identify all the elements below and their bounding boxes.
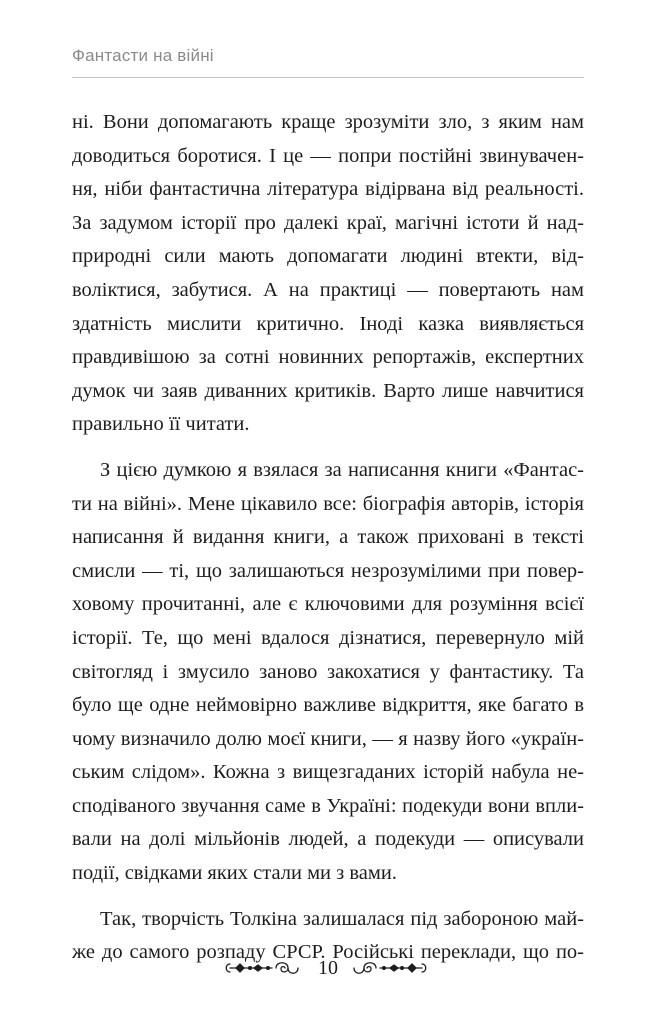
text-line: З цією думкою я взялася за написання книги «Фантас- — [100, 458, 584, 481]
text-line: здатність мислити критично. Іноді казка виявляється — [72, 312, 584, 335]
text-line: природні сили мають допомагати людині втекти, від- — [72, 245, 584, 268]
text-line: За задумом історії про далекі краї, магічні істоти й над- — [72, 211, 584, 234]
text-line: правдивішою за сотні новинних репортажів, експертних — [72, 346, 584, 369]
text-line: ня, ніби фантастична література відірвана від реальності. — [72, 178, 584, 201]
right-flourish-icon — [352, 958, 430, 978]
text-line: ні. Вони допомагають краще зрозуміти зло, з яким нам — [72, 111, 584, 133]
text-line: доводиться боротися. І це — попри постійні звинувачен- — [72, 144, 584, 167]
paragraph — [72, 454, 584, 891]
text-line: смисли — ті, що залишаються незрозумілими при повер- — [72, 559, 584, 582]
text-line: світогляд і змусило заново закохатися у фантастику. Та — [72, 660, 584, 683]
text-line: написання й видання книги, а також приховані в тексті — [72, 526, 584, 549]
page-number: 10 — [318, 957, 338, 979]
text-line: ховому прочитанні, але є ключовими для розуміння всієї — [72, 593, 584, 616]
left-flourish-icon — [222, 958, 300, 978]
body-text — [72, 106, 584, 982]
text-line: волiктися, забутися. А на практиці — повертають нам — [72, 278, 584, 301]
text-line: сподіваного звучання саме в Україні: подекуди вони впли- — [72, 794, 584, 817]
page-footer — [0, 954, 655, 982]
text-line: ти на війні». Мене цікавило все: біографія авторів, історія — [72, 492, 584, 515]
text-line: правильно її читати. — [72, 413, 250, 436]
paragraph — [72, 106, 584, 442]
text-line: історії. Те, що мені вдалося дізнатися, перевернуло мій — [72, 626, 584, 649]
header-rule — [72, 77, 584, 78]
text-line: чому визначило долю моєї книги, — я назву його «україн- — [72, 727, 584, 750]
text-line: події, свідками яких стали ми з вами. — [72, 862, 397, 885]
text-line: вали на долі мільйонів людей, а подекуди — описували — [72, 828, 584, 851]
text-line: Так, творчість Толкіна залишалася під забороною май- — [100, 907, 584, 930]
text-line: було ще одне неймовірно важливе відкриття, яке багато в — [72, 694, 584, 717]
text-line: ським слідом». Кожна з вищезгаданих історій набула не- — [72, 761, 584, 784]
running-header: Фантасти на війні — [72, 46, 214, 65]
text-line: думок чи заяв диванних критиків. Варто лише навчитися — [72, 379, 584, 402]
text-line: же до самого розпаду СРСР. Російські переклади, що по- — [72, 941, 584, 964]
